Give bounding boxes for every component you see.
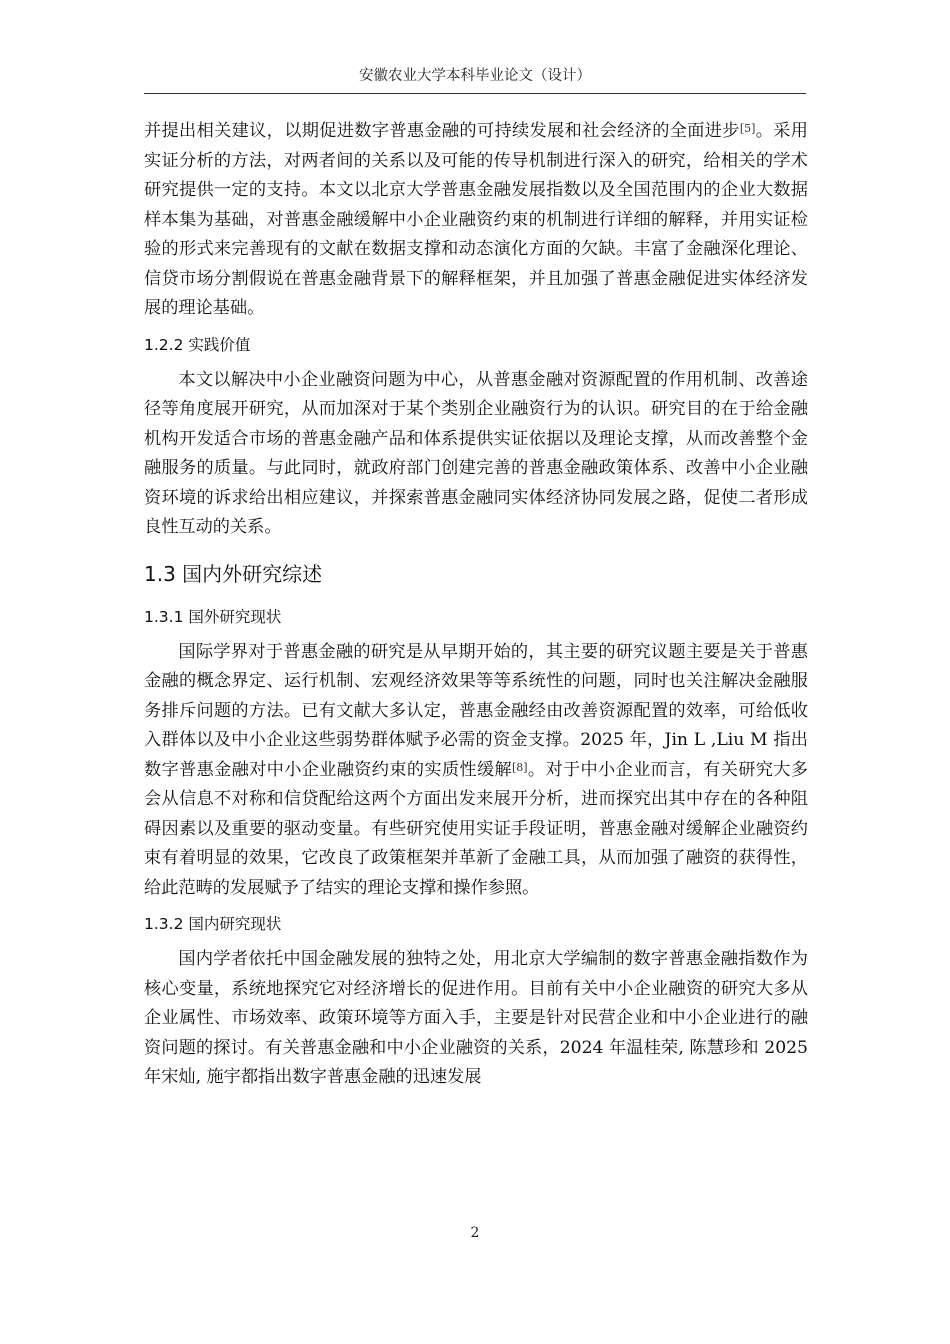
paragraph-text: 并提出相关建议，以期促进数字普惠金融的可持续发展和社会经济的全面进步: [144, 121, 740, 141]
section-heading-1-3: 1.3 国内外研究综述: [144, 561, 323, 586]
page-body: [144, 114, 808, 1093]
paragraph-practical-value: 本文以解决中小企业融资问题为中心，从普惠金融对资源配置的作用机制、改善途径等角度展开研究，从而加深对于某个类别企业融资行为的认识。研究目的在于给金融机构开发适合市场的普惠金融产品和体系提供实证依据以及理论支撑，从而改善整个金融服务的质量。与此同时，就政府部门创建完善的普惠金融政策体系、改善中小企业融资环境的诉求给出相应建议，并探索普惠金融同实体经济协同发展之路，促使二者形成良性互动的关系。: [144, 369, 808, 537]
section-heading-1-3-2: 1.3.2 国内研究现状: [144, 915, 282, 933]
citation-8: [8]: [512, 760, 528, 774]
section-heading-1-3-1: 1.3.1 国外研究现状: [144, 607, 282, 626]
page-number: 2: [470, 1225, 480, 1241]
paragraph-text: 。对于中小企业而言，有关研究大多会从信息不对称和信贷配给这两个方面出发来展开分析，进而探究出其中存在的各种阻碍因素以及重要的驱动变量。有些研究使用实证手段证明，普惠金融对缓解企业融资约束有着明显的效果，它改良了政策框架并革新了金融工具，从而加强了融资的获得性，给此范畴的发展赋予了结实的理论支撑和操作参照。: [144, 759, 808, 898]
header-rule: [144, 93, 806, 94]
section-heading-1-2-2: 1.2.2 实践价值: [144, 335, 251, 354]
paragraph-foreign-research: [144, 638, 808, 904]
paragraph-research-significance-continued: [144, 117, 808, 324]
paragraph-text: 国际学界对于普惠金融的研究是从早期开始的，其主要的研究议题主要是关于普惠金融的概念界定、运行机制、宏观经济效果等等系统性的问题，同时也关注解决金融服务排斥问题的方法。已有文献大多认定，普惠金融经由改善资源配置的效率，可给低收入群体以及中小企业这些弱势群体赋予必需的资金支撑。2025 年，Jin L ,Liu M 指出数字普惠金融对中小企业融资约束的实质性缓解: [144, 641, 808, 780]
running-header: 安徽农业大学本科毕业论文（设计）: [359, 68, 591, 84]
citation-5: [5]: [739, 122, 756, 135]
paragraph-domestic-research: 国内学者依托中国金融发展的独特之处，用北京大学编制的数字普惠金融指数作为核心变量，系统地探究它对经济增长的促进作用。目前有关中小企业融资的研究大多从企业属性、市场效率、政策环境等方面入手，主要是针对民营企业和中小企业进行的融资问题的探讨。有关普惠金融和中小企业融资的关系，2024 年温桂荣, 陈慧珍和 2025 年宋灿, 施宇都指出数字普惠金融的迅速发展: [144, 949, 808, 1087]
paragraph-text: 。采用实证分析的方法，对两者间的关系以及可能的传导机制进行深入的研究，给相关的学术研究提供一定的支持。本文以北京大学普惠金融发展指数以及全国范围内的企业大数据样本集为基础，对普惠金融缓解中小企业融资约束的机制进行详细的解释，并用实证检验的形式来完善现有的文献在数据支撑和动态演化方面的欠缺。丰富了金融深化理论、信贷市场分割假说在普惠金融背景下的解释框架，并且加强了普惠金融促进实体经济发展的理论基础。: [144, 121, 808, 318]
